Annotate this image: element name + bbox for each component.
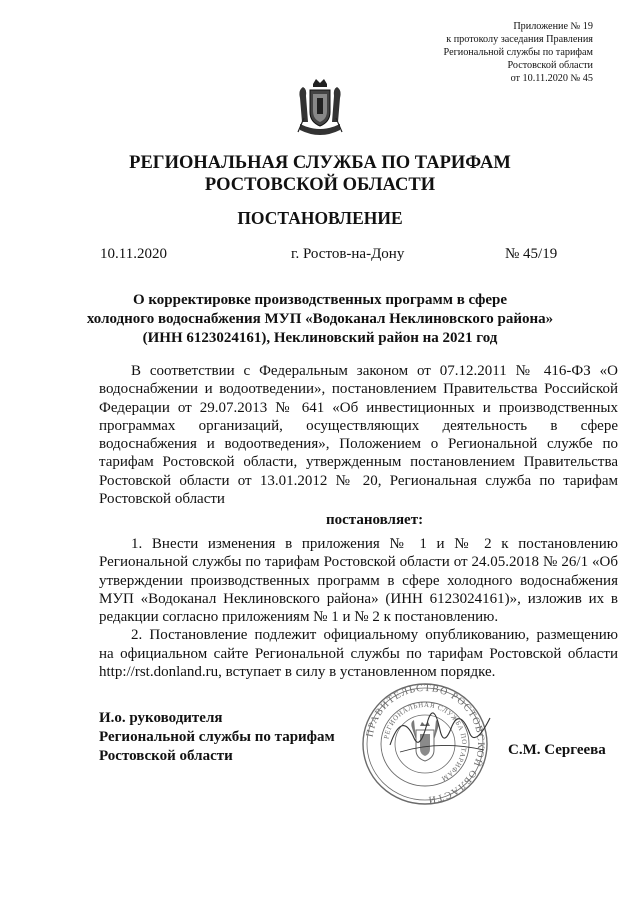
annex-line: Региональной службы по тарифам — [443, 47, 593, 58]
subject-line: холодного водоснабжения МУП «Водоканал Неклиновского района» — [86, 311, 554, 327]
organization-title-line1: РЕГИОНАЛЬНАЯ СЛУЖБА ПО ТАРИФАМ — [129, 153, 511, 173]
preamble-text: В соответствии с Федеральным законом от 07.12.2011 № 416-ФЗ «О водоснабжении и водоотведении», постановлением Правительства Российской Федерации от 29.07.2013 № 641 «Об инвестиционных и производственных программах организаций, осуществляющих деятельность в сфере водоснабжения и водоотведения», Положением о Региональной службе по тарифам Ростовской области, утвержденным постановлением Правительства Ростовской области от 13.01.2012 № 20, Региональная служба по тарифам Ростовской области — [99, 363, 618, 508]
subject-line: О корректировке производственных программ в сфере — [132, 292, 508, 308]
annex-line: к протоколу заседания Правления — [446, 34, 593, 45]
position-line: И.о. руководителя — [99, 710, 223, 726]
decree-item-1: 1. Внести изменения в приложения № 1 и № 2 к постановлению Региональной службы по тарифам Ростовской области от 24.05.2018 № 26/1 «Об утверждении производственных программ в сфере холодного водоснабжения МУП «Водоканал Неклиновского района» (ИНН 6123024161)», изложив их в редакции согласно приложениям № 1 и № 2 к постановлению. — [99, 536, 618, 626]
decree-word: постановляет: — [326, 512, 424, 528]
seal-inner-text: РЕГИОНАЛЬНАЯ СЛУЖБА ПО ТАРИФАМ — [382, 700, 469, 783]
signatory-position — [99, 709, 335, 766]
annex-line: от 10.11.2020 № 45 — [510, 73, 593, 84]
document-subject — [0, 291, 640, 348]
seal-outer-text: ПРАВИТЕЛЬСТВО РОСТОВСКОЙ ОБЛАСТИ — [364, 682, 487, 806]
position-line: Региональной службы по тарифам — [99, 729, 335, 745]
annex-line: Ростовской области — [507, 60, 593, 71]
signatory-name: С.М. Сергеева — [508, 742, 606, 758]
annex-reference — [333, 20, 593, 85]
annex-line: Приложение № 19 — [513, 21, 593, 32]
position-line: Ростовской области — [99, 748, 233, 764]
organization-title-line2: РОСТОВСКОЙ ОБЛАСТИ — [204, 175, 436, 195]
decree-item-2: 2. Постановление подлежит официальному опубликованию, размещению на официальном сайте Региональной службы по тарифам Ростовской области http://rst.donland.ru, вступает в силу в установленном порядке. — [99, 627, 618, 681]
decree-items — [99, 535, 618, 681]
handwritten-signature — [380, 690, 500, 770]
subject-line: (ИНН 6123024161), Неклиновский район на 2021 год — [142, 330, 498, 346]
coat-of-arms-icon — [296, 78, 344, 140]
document-city: г. Ростов-на-Дону — [291, 246, 405, 262]
preamble — [99, 362, 618, 508]
document-date: 10.11.2020 — [100, 246, 167, 262]
document-number: № 45/19 — [505, 246, 558, 262]
document-type: ПОСТАНОВЛЕНИЕ — [237, 208, 403, 228]
